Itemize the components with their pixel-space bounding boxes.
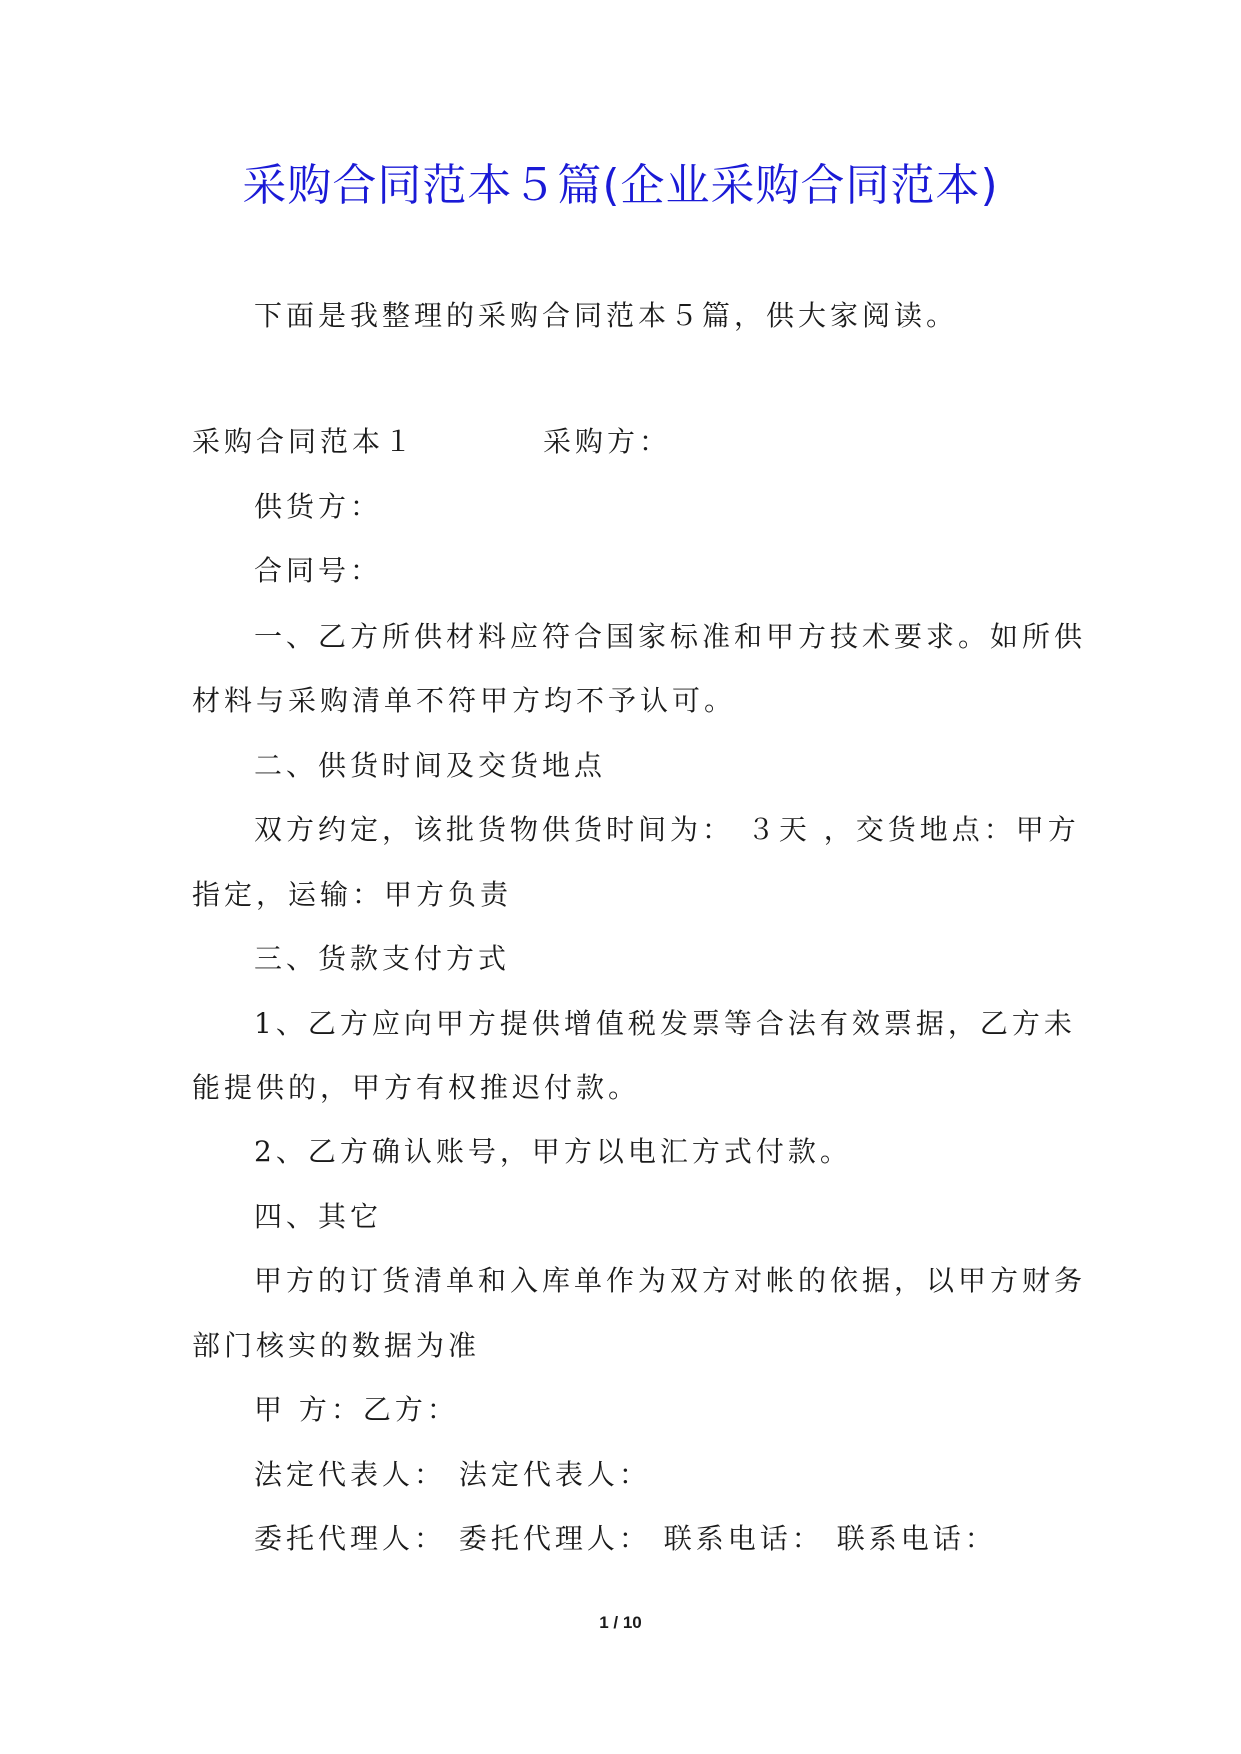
document-title: 采购合同范本５篇(企业采购合同范本) <box>242 160 999 211</box>
sample-1-header-row <box>192 422 672 462</box>
clause-1-line-1: 一、乙方所供材料应符合国家标准和甲方技术要求。如所供 <box>254 620 1087 653</box>
clause-3-item-1-line-1: 1、乙方应向甲方提供增值税发票等合法有效票据，乙方未 <box>254 1007 1076 1040</box>
clause-3-heading: 三、货款支付方式 <box>254 942 511 975</box>
buyer-label: 采购方： <box>543 425 672 458</box>
clause-3-item-1-line-2: 能提供的，甲方有权推迟付款。 <box>192 1071 641 1104</box>
page-indicator: 1 / 10 <box>599 1613 642 1632</box>
clause-1-line-2: 材料与采购清单不符甲方均不予认可。 <box>192 684 737 717</box>
intro-paragraph: 下面是我整理的采购合同范本５篇，供大家阅读。 <box>254 299 959 332</box>
sample-1-heading: 采购合同范本１ <box>192 425 417 458</box>
agent-contact-line: 委托代理人： 委托代理人： 联系电话： 联系电话： <box>254 1522 997 1555</box>
signature-parties-line: 甲 方：乙方： <box>254 1393 459 1426</box>
clause-2-line-1: 双方约定，该批货物供货时间为： ３天 ，交货地点：甲方 <box>254 813 1080 846</box>
supplier-line: 供货方： <box>254 490 383 523</box>
clause-4-heading: 四、其它 <box>254 1200 383 1233</box>
clause-3-item-2: 2、乙方确认账号，甲方以电汇方式付款。 <box>254 1135 852 1168</box>
clause-4-line-1: 甲方的订货清单和入库单作为双方对帐的依据，以甲方财务 <box>254 1264 1087 1297</box>
clause-4-line-2: 部门核实的数据为准 <box>192 1329 481 1362</box>
legal-representative-line: 法定代表人： 法定代表人： <box>254 1458 651 1491</box>
contract-number-line: 合同号： <box>254 554 383 587</box>
clause-2-heading: 二、供货时间及交货地点 <box>254 749 607 782</box>
clause-2-line-2: 指定，运输：甲方负责 <box>192 878 513 911</box>
